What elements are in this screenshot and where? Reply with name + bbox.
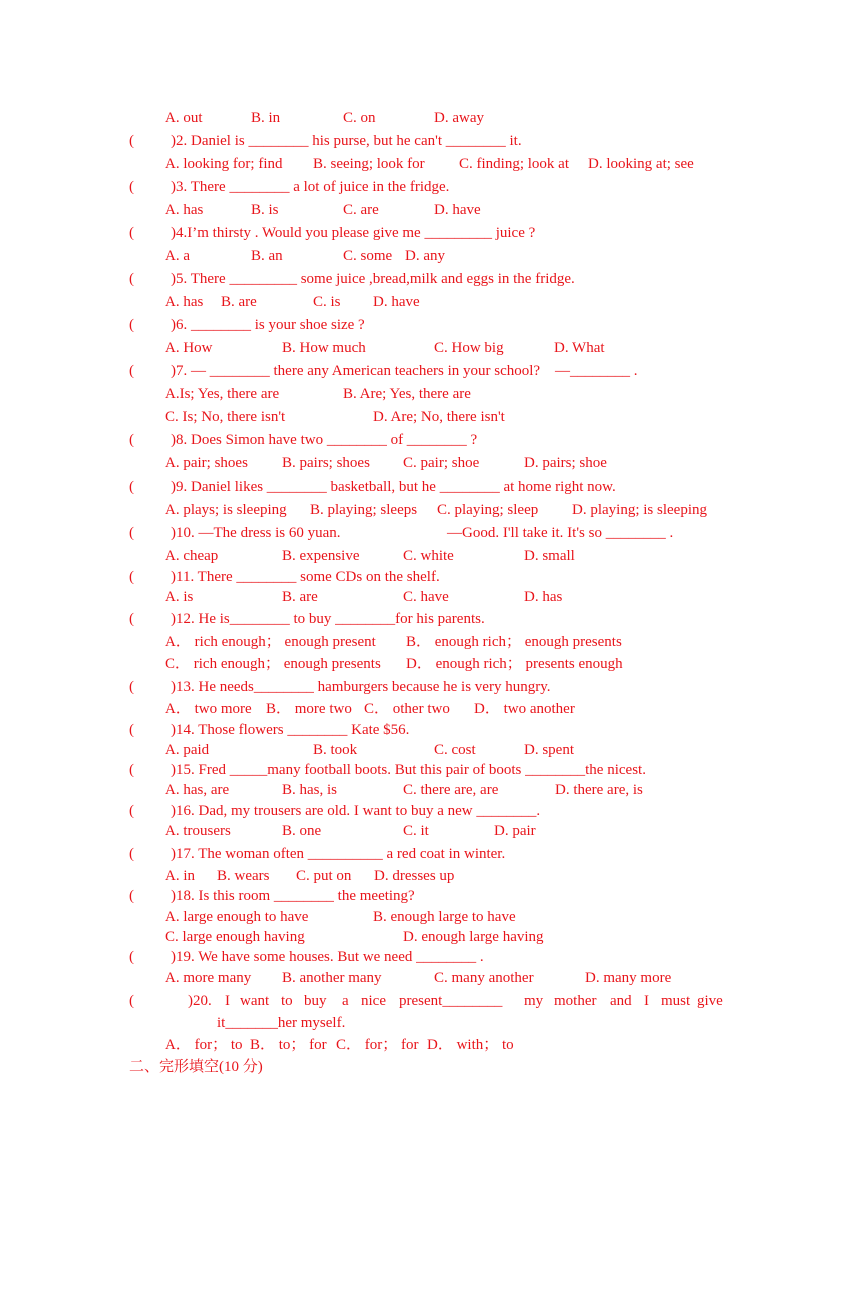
- q4-stem: [0, 223, 860, 243]
- option: C． other two: [364, 701, 450, 717]
- option: C. cost: [434, 742, 476, 758]
- q12-stem: [0, 609, 860, 629]
- option: C. it: [403, 823, 429, 839]
- paren: (: [129, 179, 134, 195]
- q20-stem: [0, 991, 860, 1011]
- option: B. Are; Yes, there are: [343, 386, 471, 402]
- option: A. paid: [165, 742, 210, 758]
- question-text: )13. He needs________ hamburgers because he is very hungry.: [171, 679, 551, 695]
- option: D. pair: [494, 823, 536, 839]
- section-heading: [0, 1057, 860, 1077]
- paren: (: [129, 363, 134, 379]
- q6-options: [0, 338, 860, 358]
- q14-options: [0, 740, 860, 760]
- q12-options-a: [0, 632, 860, 652]
- question-text: )12. He is________ to buy ________for his parents.: [171, 611, 485, 627]
- q13-stem: [0, 677, 860, 697]
- option: C. finding; look at: [459, 156, 569, 172]
- option: C. on: [343, 110, 376, 126]
- option: C. Is; No, there isn't: [165, 409, 286, 425]
- question-text: )2. Daniel is ________ his purse, but he can't ________ it.: [171, 133, 522, 149]
- q2-options: [0, 154, 860, 174]
- option: D. many more: [585, 970, 672, 986]
- q20-stem-cont: [0, 1013, 860, 1033]
- option: A. in: [165, 868, 195, 884]
- option: B. an: [251, 248, 283, 264]
- q8-options: [0, 453, 860, 473]
- q3-stem: [0, 177, 860, 197]
- question-text: )15. Fred _____many football boots. But this pair of boots ________the nicest.: [171, 762, 646, 778]
- option: B． more two: [266, 701, 352, 717]
- paren: (: [129, 133, 134, 149]
- question-word: buy: [304, 993, 327, 1009]
- option: D. Are; No, there isn't: [373, 409, 505, 425]
- question-text: )16. Dad, my trousers are old. I want to buy a new ________.: [171, 803, 541, 819]
- option: A. has: [165, 202, 204, 218]
- option: C. playing; sleep: [437, 502, 539, 518]
- option: B． to； for: [250, 1037, 327, 1053]
- question-text: )18. Is this room ________ the meeting?: [171, 888, 415, 904]
- q7-stem: [0, 361, 860, 381]
- question-word: )20.: [188, 993, 212, 1009]
- option: D. any: [405, 248, 445, 264]
- option: D. playing; is sleeping: [572, 502, 707, 518]
- option: A. out: [165, 110, 203, 126]
- option: D. looking at; see: [588, 156, 694, 172]
- question-text: )4.I’m thirsty . Would you please give me _________ juice ?: [171, 225, 536, 241]
- option: D. small: [524, 548, 575, 564]
- q17-options: [0, 866, 860, 886]
- q5-stem: [0, 269, 860, 289]
- option: C. pair; shoe: [403, 455, 480, 471]
- option: B. took: [313, 742, 358, 758]
- q4-options: [0, 246, 860, 266]
- q9-stem: [0, 477, 860, 497]
- option: A. plays; is sleeping: [165, 502, 287, 518]
- option: D． two another: [474, 701, 575, 717]
- option: D. spent: [524, 742, 574, 758]
- option: A. is: [165, 589, 194, 605]
- paren: (: [129, 888, 134, 904]
- question-text: )19. We have some houses. But we need ________ .: [171, 949, 484, 965]
- option: B. wears: [217, 868, 270, 884]
- q6-stem: [0, 315, 860, 335]
- q20-options: [0, 1035, 860, 1055]
- question-word: and: [610, 993, 632, 1009]
- option: C. there are, are: [403, 782, 499, 798]
- option: B. How much: [282, 340, 366, 356]
- option: B. has, is: [282, 782, 338, 798]
- option: B． enough rich； enough presents: [406, 634, 622, 650]
- question-word: I: [644, 993, 649, 1009]
- q10-options: [0, 546, 860, 566]
- q8-stem: [0, 430, 860, 450]
- section-heading-text: 二、完形填空(10 分): [129, 1059, 263, 1075]
- option: A.Is; Yes, there are: [165, 386, 280, 402]
- question-text: )9. Daniel likes ________ basketball, but he ________ at home right now.: [171, 479, 616, 495]
- paren: (: [129, 803, 134, 819]
- option: B. pairs; shoes: [282, 455, 370, 471]
- question-word: must: [661, 993, 691, 1009]
- q5-options: [0, 292, 860, 312]
- paren: (: [129, 271, 134, 287]
- question-text: )8. Does Simon have two ________ of ________ ?: [171, 432, 478, 448]
- option: C． for； for: [336, 1037, 419, 1053]
- q13-options: [0, 699, 860, 719]
- option: A. more many: [165, 970, 252, 986]
- option: B. expensive: [282, 548, 360, 564]
- option: D. What: [554, 340, 605, 356]
- question-text: )5. There _________ some juice ,bread,milk and eggs in the fridge.: [171, 271, 575, 287]
- option: C. many another: [434, 970, 534, 986]
- option: D. pairs; shoe: [524, 455, 607, 471]
- option: C. is: [313, 294, 341, 310]
- option: D. enough large having: [403, 929, 544, 945]
- question-text: )3. There ________ a lot of juice in the fridge.: [171, 179, 450, 195]
- option: A． two more: [165, 701, 252, 717]
- question-word: give: [697, 993, 723, 1009]
- q12-options-b: [0, 654, 860, 674]
- option: B. one: [282, 823, 322, 839]
- paren: (: [129, 679, 134, 695]
- option: A. pair; shoes: [165, 455, 248, 471]
- paren: (: [129, 762, 134, 778]
- option: D． with； to: [427, 1037, 514, 1053]
- option: D. dresses up: [374, 868, 455, 884]
- option: D. away: [434, 110, 484, 126]
- q11-options: [0, 587, 860, 607]
- option: B. in: [251, 110, 281, 126]
- paren: (: [129, 949, 134, 965]
- question-text: )14. Those flowers ________ Kate $56.: [171, 722, 410, 738]
- q17-stem: [0, 844, 860, 864]
- paren: (: [129, 846, 134, 862]
- option: D. have: [434, 202, 481, 218]
- option: A. trousers: [165, 823, 231, 839]
- option: C． rich enough； enough presents: [165, 656, 381, 672]
- option: A. has, are: [165, 782, 230, 798]
- q16-stem: [0, 801, 860, 821]
- question-word: my: [524, 993, 544, 1009]
- question-text: )11. There ________ some CDs on the shelf.: [171, 569, 440, 585]
- question-text: )6. ________ is your shoe size ?: [171, 317, 365, 333]
- option: C. white: [403, 548, 454, 564]
- option: D． enough rich； presents enough: [406, 656, 623, 672]
- paren: (: [129, 569, 134, 585]
- option: C. have: [403, 589, 449, 605]
- q18-options-b: [0, 927, 860, 947]
- option: D. there are, is: [555, 782, 643, 798]
- paren: (: [129, 525, 134, 541]
- q19-options: [0, 968, 860, 988]
- question-word: mother: [554, 993, 597, 1009]
- question-text: )17. The woman often __________ a red coat in winter.: [171, 846, 506, 862]
- option: C. How big: [434, 340, 504, 356]
- question-text: )10. —The dress is 60 yuan.: [171, 525, 341, 541]
- q7-options-b: [0, 407, 860, 427]
- question-word: want: [240, 993, 270, 1009]
- option: A. How: [165, 340, 213, 356]
- q10-stem: [0, 523, 860, 543]
- option: B. playing; sleeps: [310, 502, 418, 518]
- q3-options: [0, 200, 860, 220]
- q14-stem: [0, 720, 860, 740]
- question-text: it_______her myself.: [217, 1015, 346, 1031]
- option: C. put on: [296, 868, 352, 884]
- question-word: to: [281, 993, 293, 1009]
- paren: (: [129, 722, 134, 738]
- option: A. large enough to have: [165, 909, 309, 925]
- q18-stem: [0, 886, 860, 906]
- q18-options-a: [0, 907, 860, 927]
- paren: (: [129, 225, 134, 241]
- q15-stem: [0, 760, 860, 780]
- option: B. are: [282, 589, 318, 605]
- question-word: I: [225, 993, 230, 1009]
- q9-options: [0, 500, 860, 520]
- option: A. looking for; find: [165, 156, 283, 172]
- paren: (: [129, 317, 134, 333]
- option: A. a: [165, 248, 190, 264]
- paren: (: [129, 479, 134, 495]
- option: C. some: [343, 248, 393, 264]
- option: A. has: [165, 294, 204, 310]
- q11-stem: [0, 567, 860, 587]
- q2-stem: [0, 131, 860, 151]
- paren: (: [129, 611, 134, 627]
- option: B. enough large to have: [373, 909, 516, 925]
- q19-stem: [0, 947, 860, 967]
- question-word: a: [342, 993, 349, 1009]
- option: C. are: [343, 202, 379, 218]
- question-text-reply: —Good. I'll take it. It's so ________ .: [447, 525, 674, 541]
- option: A． rich enough； enough present: [165, 634, 376, 650]
- paren: (: [129, 432, 134, 448]
- option: B. is: [251, 202, 279, 218]
- q7-options-a: [0, 384, 860, 404]
- option: C. large enough having: [165, 929, 305, 945]
- option: B. another many: [282, 970, 382, 986]
- option: B. are: [221, 294, 257, 310]
- option: A． for； to: [165, 1037, 243, 1053]
- q15-options: [0, 780, 860, 800]
- question-word: nice: [361, 993, 386, 1009]
- option: A. cheap: [165, 548, 219, 564]
- option: D. has: [524, 589, 563, 605]
- question-word: present________: [399, 993, 503, 1009]
- option: B. seeing; look for: [313, 156, 425, 172]
- option: D. have: [373, 294, 420, 310]
- q16-options: [0, 821, 860, 841]
- question-text: )7. — ________ there any American teachers in your school? —________ .: [171, 363, 638, 379]
- q1-options: [0, 108, 860, 128]
- paren: (: [129, 993, 134, 1009]
